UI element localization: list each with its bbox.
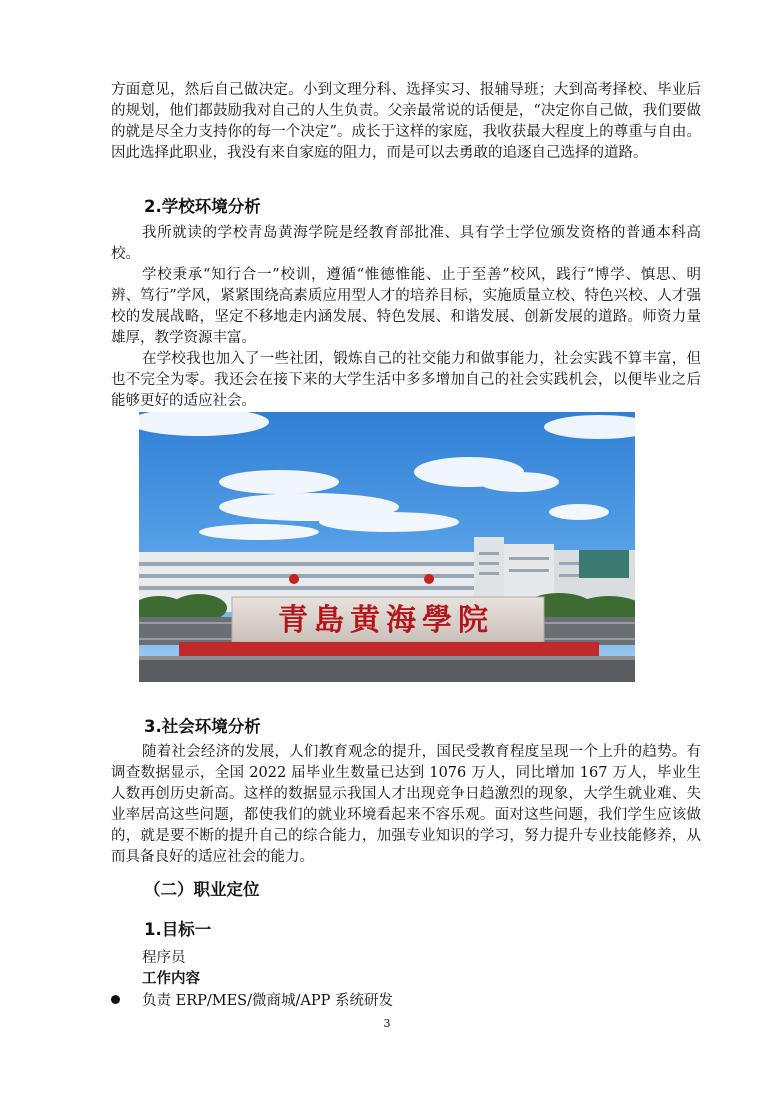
list-item xyxy=(111,989,393,1010)
paragraph-society-analysis: 随着社会经济的发展，人们教育观念的提升，国民受教育程度呈现一个上升的趋势。有调查数据显示，全国 2022 届毕业生数量已达到 1076 万人，同比增加 167 万人，毕业生人数再创历史新高。这样的数据显示我国人才出现竞争日趋激烈的现象，大学生就业难、失业率居高这些问题，都使我们的就业环境看起来不容乐观。面对这些问题，我们学生应该做的，就是要不断的提升自己的综合能力，加强专业知识的学习，努力提升专业技能修养，从而具备良好的适应社会的能力。 xyxy=(111,744,701,865)
heading-society-environment: 3.社会环境分析 xyxy=(144,717,261,736)
work-content-label: 工作内容 xyxy=(142,971,200,987)
paragraph-family-continued: 方面意见，然后自己做决定。小到文理分科、选择实习、报辅导班；大到高考择校、毕业后的规划，他们都鼓励我对自己的人生负责。父亲最常说的话便是，“决定你自己做，我们要做的就是尽全力支持你的每一个决定”。成长于这样的家庭，我收获最大程度上的尊重与自由。因此选择此职业，我没有来自家庭的阻力，而是可以去勇敢的追逐自己选择的道路。 xyxy=(111,82,701,161)
paragraph-school-clubs: 在学校我也加入了一些社团，锻炼自己的社交能力和做事能力，社会实践不算丰富，但也不完全为零。我还会在接下来的大学生活中多多增加自己的社会实践机会，以便毕业之后能够更好的适应社会。 xyxy=(111,351,701,409)
goal-job-title: 程序员 xyxy=(142,950,186,966)
paragraph-school-intro: 我所就读的学校青岛黄海学院是经教育部批准、具有学士学位颁发资格的普通本科高校。 xyxy=(111,225,701,262)
campus-sign-text: 青島黄海學院 xyxy=(278,603,494,638)
bullet-icon xyxy=(111,995,120,1004)
list-item-text: 负责 ERP/MES/微商城/APP 系统研发 xyxy=(142,993,393,1009)
heading-career-position: （二）职业定位 xyxy=(144,880,260,899)
heading-goal-one: 1.目标一 xyxy=(144,920,212,939)
paragraph-school-motto: 学校秉承“知行合一”校训，遵循“惟德惟能、止于至善”校风，践行“博学、慎思、明辨、笃行”学风，紧紧围绕高素质应用型人才的培养目标，实施质量立校、特色兴校、人才强校的发展战略，坚定不移地走内涵发展、特色发展、和谐发展、创新发展的道路。师资力量雄厚，教学资源丰富。 xyxy=(111,267,701,346)
page-number: 3 xyxy=(383,1017,391,1030)
campus-photo xyxy=(139,412,635,682)
heading-school-environment: 2.学校环境分析 xyxy=(144,197,261,216)
